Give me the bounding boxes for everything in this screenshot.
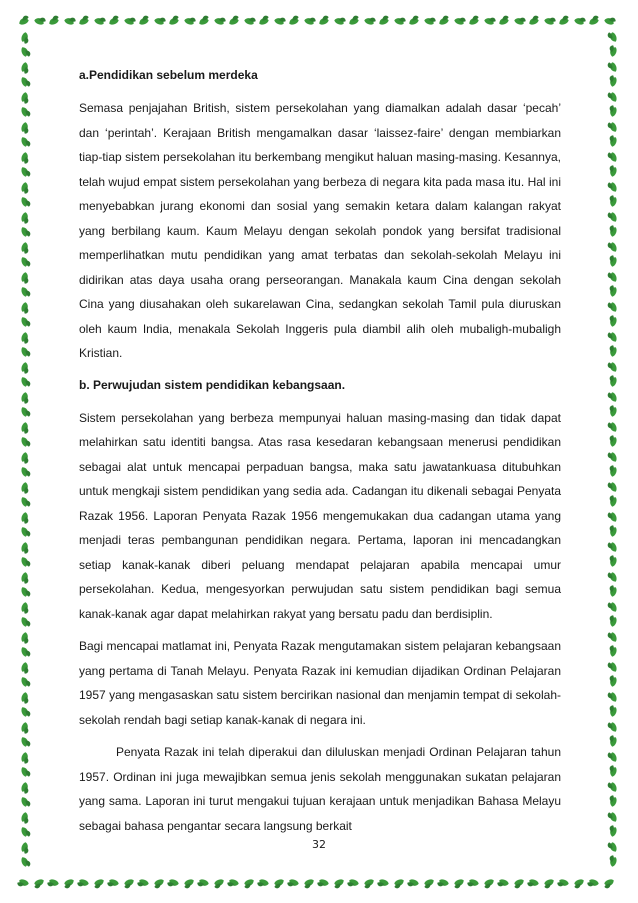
leaf-icon	[557, 15, 570, 26]
leaf-icon	[607, 44, 618, 57]
leaf-icon	[20, 632, 31, 645]
leaf-icon	[136, 878, 149, 889]
leaf-icon	[20, 705, 31, 718]
leaf-icon	[214, 15, 227, 26]
leaf-icon	[376, 878, 389, 889]
leaf-icon	[20, 75, 31, 88]
leaf-icon	[20, 765, 31, 778]
leaf-icon	[20, 512, 31, 525]
leaf-icon	[607, 541, 618, 554]
leaf-icon	[607, 584, 618, 597]
leaf-icon	[20, 855, 31, 868]
leaf-icon	[20, 122, 31, 135]
leaf-icon	[514, 15, 527, 26]
leaf-icon	[20, 302, 31, 315]
leaf-icon	[607, 74, 618, 87]
leaf-icon	[20, 392, 31, 405]
leaf-icon	[20, 555, 31, 568]
leaf-icon	[607, 751, 618, 764]
leaf-icon	[20, 495, 31, 508]
leaf-icon	[394, 15, 407, 26]
leaf-icon	[20, 615, 31, 628]
leaf-icon	[227, 15, 240, 26]
leaf-icon	[20, 152, 31, 165]
leaf-icon	[46, 878, 59, 889]
leaf-icon	[20, 165, 31, 178]
leaf-icon	[607, 601, 618, 614]
leaf-icon	[607, 181, 618, 194]
leaf-icon	[274, 15, 287, 26]
leaf-icon	[393, 878, 406, 889]
leaf-icon	[607, 644, 618, 657]
leaf-icon	[607, 811, 618, 824]
leaf-icon	[94, 15, 107, 26]
leaf-icon	[303, 878, 316, 889]
leaf-icon	[347, 15, 360, 26]
leaf-icon	[20, 572, 31, 585]
leaf-icon	[607, 224, 618, 237]
leaf-icon	[20, 645, 31, 658]
leaf-icon	[20, 452, 31, 465]
leaf-icon	[607, 511, 618, 524]
leaf-icon	[243, 878, 256, 889]
leaf-icon	[483, 878, 496, 889]
leaf-icon	[607, 721, 618, 734]
leaf-icon	[607, 314, 618, 327]
leaf-icon	[607, 571, 618, 584]
leaf-icon	[20, 675, 31, 688]
leaf-icon	[107, 15, 120, 26]
leaf-icon	[607, 164, 618, 177]
leaf-icon	[364, 15, 377, 26]
leaf-icon	[607, 361, 618, 374]
section-heading-national-education: b. Perwujudan sistem pendidikan kebangsaan.	[79, 377, 346, 392]
section-heading-pre-independence: a.Pendidikan sebelum merdeka	[79, 68, 258, 82]
leaf-icon	[607, 91, 618, 104]
leaf-icon	[20, 362, 31, 375]
leaf-icon	[607, 661, 618, 674]
leaf-icon	[607, 524, 618, 537]
leaf-icon	[20, 812, 31, 825]
leaf-icon	[607, 494, 618, 507]
leaf-icon	[166, 878, 179, 889]
leaf-icon	[20, 465, 31, 478]
leaf-icon	[196, 878, 209, 889]
leaf-icon	[20, 345, 31, 358]
leaf-icon	[607, 211, 618, 224]
paragraph: Semasa penjajahan British, sistem persekolahan yang diamalkan adalah dasar ‘pecah’ dan ‘perintah’. Kerajaan British mengamalkan dasar ‘laissez-faire’ dengan membiarkan tiap-tiap sistem persekolahan itu berkembang mengikut haluan masing-masing. Kesannya, telah wujud empat sistem persekolahan yang berbeza di negara kita pada masa itu. Hal ini menyebabkan jurang ekonomi dan sosial yang semakin ketara dalam kalangan rakyat yang berbilang kaum. Kaum Melayu dengan sekolah pondok yang bersifat tradisional memperlihatkan mutu pendidikan yang amat terbatas dan sekolah-sekolah Melayu ini didirikan atas daya usaha orang perseorangan. Manakala kaum Cina dengan sekolah Cina yang diusahakan oleh sukarelawan Cina, sedangkan sekolah Tamil pula diuruskan oleh kaum India, menakala Sekolah Inggeris pula diambil alih oleh mubaligh-mubaligh Kristian.	[79, 101, 561, 360]
leaf-icon	[406, 878, 419, 889]
leaf-icon	[20, 92, 31, 105]
leaf-icon	[93, 878, 106, 889]
leaf-icon	[607, 241, 618, 254]
leaf-icon	[20, 62, 31, 75]
leaf-icon	[607, 764, 618, 777]
leaf-icon	[607, 61, 618, 74]
document-body	[79, 64, 561, 846]
leaf-icon	[47, 15, 60, 26]
leaf-icon	[20, 525, 31, 538]
leaf-icon	[607, 421, 618, 434]
leaf-icon	[197, 15, 210, 26]
leaf-icon	[607, 674, 618, 687]
leaf-icon	[184, 15, 197, 26]
leaf-icon	[64, 15, 77, 26]
paragraph: Sistem persekolahan yang berbeza mempunyai haluan masing-masing dan tidak dapat melahirkan satu identiti bangsa. Atas rasa kesedaran kebangsaan menerusi pendidikan sebagai alat untuk mencapai perpaduan bangsa, maka satu jawatankuasa ditubuhkan untuk mengkaji sistem pendidikan yang sedia ada. Cadangan itu dikenali sebagai Penyata Razak 1956. Laporan Penyata Razak 1956 mengemukakan dua cadangan utama yang menjadi teras pembangunan pendidikan negara. Pertama, laporan ini mencadangkan setiap kanak-kanak diberi peluang mendapat pelajaran apabila mencapai umur persekolahan. Kedua, mengesyorkan perwujudan satu sistem pendidikan bagi semua kanak-kanak agar dapat melahirkan rakyat yang bersatu padu dan berdisiplin.	[79, 410, 561, 621]
leaf-icon	[20, 692, 31, 705]
leaf-icon	[346, 878, 359, 889]
leaf-icon	[20, 825, 31, 838]
leaf-icon	[467, 15, 480, 26]
page-number: 32	[312, 838, 326, 851]
leaf-icon	[20, 435, 31, 448]
leaf-icon	[20, 602, 31, 615]
paragraph: Penyata Razak ini telah diperakui dan diluluskan menjadi Ordinan Pelajaran tahun 1957. Ordinan ini juga mewajibkan semua jenis sekolah menggunakan sukatan pelajaran yang sama. Laporan ini turut mengakui tujuan kerajaan untuk menjadikan Bahasa Melayu sebagai bahasa pengantar secara langsung berkait	[79, 745, 561, 833]
leaf-icon	[123, 878, 136, 889]
leaf-icon	[137, 15, 150, 26]
leaf-icon	[20, 182, 31, 195]
leaf-icon	[453, 878, 466, 889]
leaf-icon	[607, 391, 618, 404]
leaf-icon	[334, 15, 347, 26]
leaf-icon	[20, 482, 31, 495]
leaf-icon	[607, 254, 618, 267]
leaf-icon	[63, 878, 76, 889]
leaf-icon	[20, 722, 31, 735]
leaf-icon	[607, 134, 618, 147]
leaf-icon	[607, 151, 618, 164]
leaf-icon	[574, 15, 587, 26]
leaf-icon	[607, 404, 618, 417]
leaf-icon	[20, 195, 31, 208]
leaf-icon	[286, 878, 299, 889]
leaf-icon	[587, 15, 600, 26]
leaf-icon	[377, 15, 390, 26]
leaf-icon	[466, 878, 479, 889]
leaf-icon	[33, 878, 46, 889]
leaf-icon	[226, 878, 239, 889]
leaf-icon	[424, 15, 437, 26]
leaf-icon	[76, 878, 89, 889]
leaf-icon	[106, 878, 119, 889]
leaf-icon	[607, 434, 618, 447]
leaf-icon	[604, 15, 617, 26]
leaf-icon	[573, 878, 586, 889]
leaf-icon	[423, 878, 436, 889]
leaf-icon	[607, 691, 618, 704]
leaf-icon	[20, 32, 31, 45]
leaf-icon	[167, 15, 180, 26]
leaf-icon	[20, 285, 31, 298]
leaf-icon	[607, 481, 618, 494]
leaf-icon	[543, 878, 556, 889]
leaf-icon	[526, 878, 539, 889]
leaf-icon	[607, 104, 618, 117]
leaf-icon	[316, 878, 329, 889]
leaf-icon	[607, 824, 618, 837]
leaf-icon	[213, 878, 226, 889]
leaf-icon	[497, 15, 510, 26]
leaf-icon	[20, 272, 31, 285]
leaf-icon	[607, 464, 618, 477]
leaf-icon	[20, 795, 31, 808]
leaf-icon	[556, 878, 569, 889]
leaf-icon	[34, 15, 47, 26]
leaf-icon	[20, 422, 31, 435]
leaf-icon	[20, 135, 31, 148]
leaf-icon	[77, 15, 90, 26]
leaf-icon	[607, 121, 618, 134]
leaf-icon	[607, 794, 618, 807]
leaf-icon	[287, 15, 300, 26]
leaf-icon	[607, 331, 618, 344]
leaf-icon	[317, 15, 330, 26]
leaf-icon	[607, 781, 618, 794]
leaf-icon	[20, 735, 31, 748]
leaf-icon	[20, 405, 31, 418]
leaf-icon	[20, 242, 31, 255]
leaf-icon	[154, 15, 167, 26]
leaf-icon	[454, 15, 467, 26]
leaf-icon	[304, 15, 317, 26]
leaf-icon	[20, 225, 31, 238]
leaf-icon	[17, 15, 30, 26]
leaf-icon	[20, 255, 31, 268]
leaf-icon	[20, 585, 31, 598]
leaf-icon	[124, 15, 137, 26]
leaf-icon	[607, 374, 618, 387]
paragraph: Bagi mencapai matlamat ini, Penyata Razak mengutamakan sistem pelajaran kebangsaan yang pertama di Tanah Melayu. Penyata Razak ini kemudian dijadikan Ordinan Pelajaran 1957 yang mengasaskan satu sistem bercirikan nasional dan menjamin tempat di sekolah-sekolah rendah bagi setiap kanak-kanak di negara ini.	[79, 639, 561, 727]
leaf-icon	[586, 878, 599, 889]
leaf-icon	[607, 344, 618, 357]
leaf-icon	[607, 854, 618, 867]
leaf-icon	[607, 31, 618, 44]
leaf-icon	[607, 704, 618, 717]
leaf-icon	[256, 878, 269, 889]
leaf-icon	[20, 105, 31, 118]
leaf-icon	[20, 542, 31, 555]
leaf-icon	[607, 734, 618, 747]
leaf-icon	[496, 878, 509, 889]
leaf-icon	[437, 15, 450, 26]
leaf-icon	[363, 878, 376, 889]
leaf-icon	[20, 212, 31, 225]
leaf-icon	[20, 332, 31, 345]
leaf-icon	[607, 554, 618, 567]
leaf-icon	[20, 662, 31, 675]
leaf-icon	[20, 752, 31, 765]
leaf-icon	[527, 15, 540, 26]
leaf-icon	[607, 631, 618, 644]
leaf-icon	[436, 878, 449, 889]
leaf-icon	[333, 878, 346, 889]
leaf-icon	[513, 878, 526, 889]
leaf-icon	[607, 284, 618, 297]
leaf-icon	[20, 782, 31, 795]
leaf-icon	[244, 15, 257, 26]
leaf-icon	[20, 375, 31, 388]
leaf-icon	[544, 15, 557, 26]
leaf-icon	[273, 878, 286, 889]
leaf-icon	[607, 271, 618, 284]
leaf-icon	[607, 301, 618, 314]
leaf-icon	[153, 878, 166, 889]
leaf-icon	[484, 15, 497, 26]
leaf-icon	[603, 878, 616, 889]
leaf-icon	[607, 194, 618, 207]
leaf-icon	[183, 878, 196, 889]
leaf-icon	[20, 315, 31, 328]
leaf-icon	[257, 15, 270, 26]
leaf-icon	[20, 45, 31, 58]
leaf-icon	[607, 451, 618, 464]
leaf-icon	[607, 614, 618, 627]
leaf-icon	[16, 878, 29, 889]
leaf-icon	[407, 15, 420, 26]
